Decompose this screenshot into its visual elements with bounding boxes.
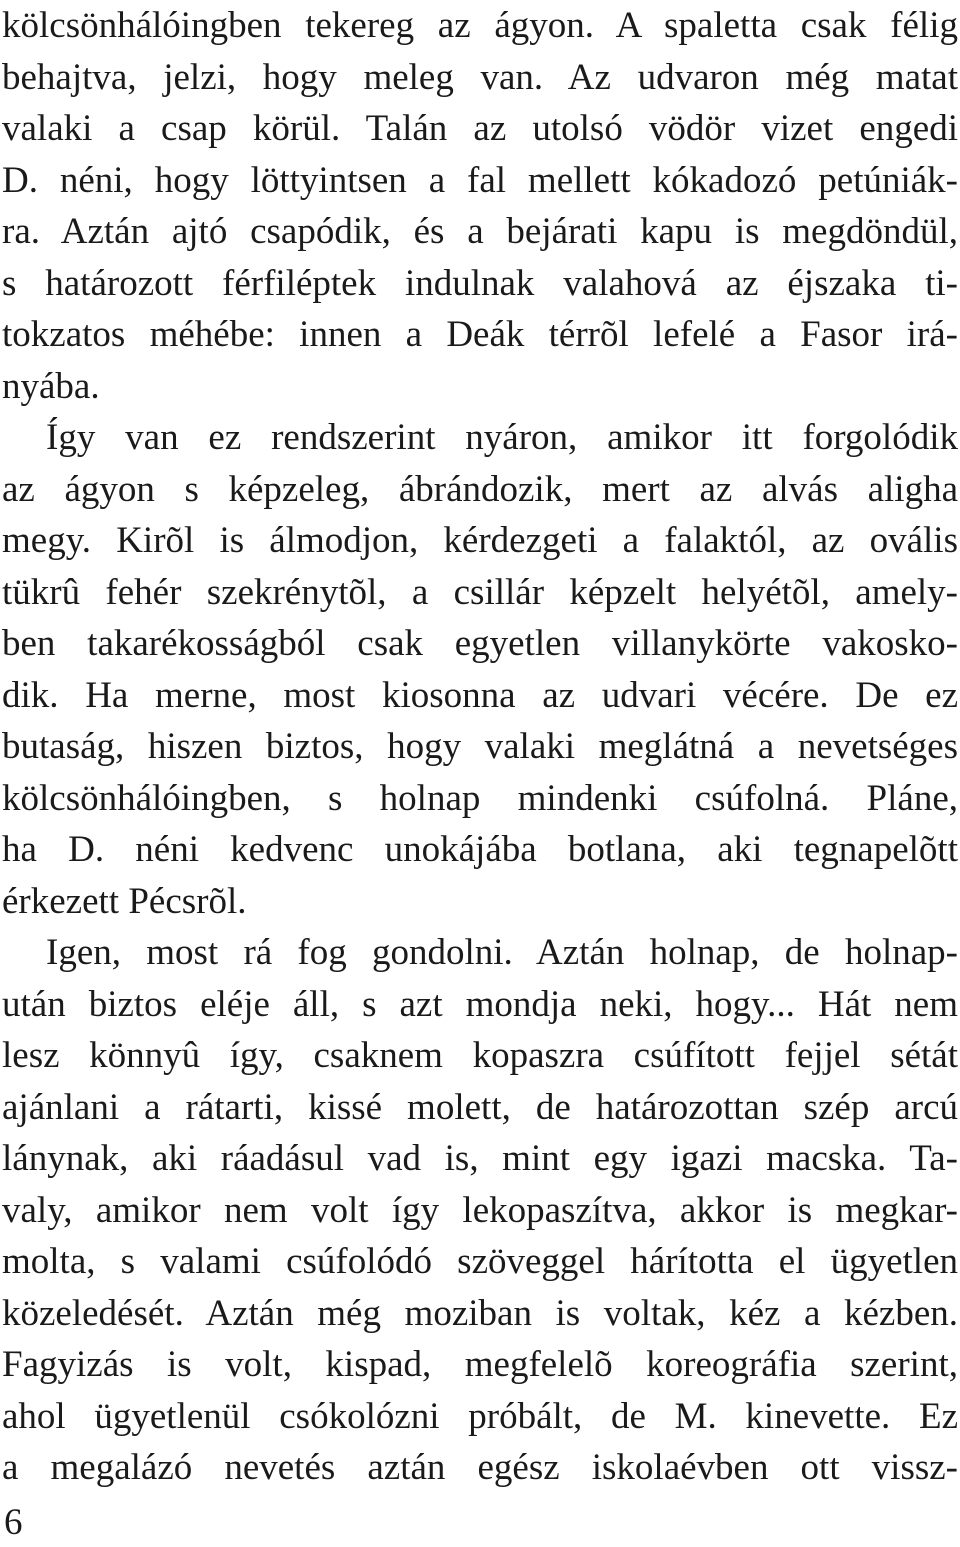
body-text [2,0,958,1494]
text-line: tükrû fehér szekrénytõl, a csillár képzelt helyétõl, amely- [2,571,958,613]
text-line: a megalázó nevetés aztán egész iskolaévben ott vissz- [2,1447,958,1488]
text-line: valaki a csap körül. Talán az utolsó vödör vizet engedi [2,108,958,149]
text-line: közeledését. Aztán még moziban is voltak, kéz a kézben. [2,1292,958,1334]
text-line: Így van ez rendszerint nyáron, amikor itt forgolódik [46,417,958,458]
text-line: ra. Aztán ajtó csapódik, és a bejárati kapu is megdöndül, [2,211,958,252]
text-line: ben takarékosságból csak egyetlen villanykörte vakosko- [2,623,958,664]
page-number: 6 [4,1502,23,1543]
text-line: nyába. [2,365,100,407]
text-line: Fagyizás is volt, kispad, megfelelõ koreográfia szerint, [2,1344,958,1385]
text-line: D. néni, hogy löttyintsen a fal mellett kókadozó petúniák- [2,159,958,201]
text-line: Igen, most rá fog gondolni. Aztán holnap, de holnap- [46,932,958,973]
text-line: lánynak, aki ráadásul vad is, mint egy igazi macska. Ta- [2,1138,958,1179]
text-line: ahol ügyetlenül csókolózni próbált, de M. kinevette. Ez [2,1395,958,1437]
text-line: molta, s valami csúfolódó szöveggel hárította el ügyetlen [2,1241,958,1282]
text-line: után biztos eléje áll, s azt mondja neki, hogy... Hát nem [2,983,958,1025]
text-line: kölcsönhálóingben tekereg az ágyon. A spaletta csak félig [2,5,958,46]
text-line: dik. Ha merne, most kiosonna az udvari vécére. De ez [2,674,958,716]
text-line: s határozott férfiléptek indulnak valahová az éjszaka ti- [2,262,958,304]
text-line: érkezett Pécsrõl. [2,880,247,922]
text-line: butaság, hiszen biztos, hogy valaki meglátná a nevetséges [2,726,958,767]
text-line: megy. Kirõl is álmodjon, kérdezgeti a falaktól, az ovális [2,520,958,561]
text-line: az ágyon s képzeleg, ábrándozik, mert az alvás aligha [2,468,958,510]
text-line: kölcsönhálóingben, s holnap mindenki csúfolná. Pláne, [2,777,958,819]
text-line: ajánlani a rátarti, kissé molett, de határozottan szép arcú [2,1086,958,1128]
text-line: tokzatos méhébe: innen a Deák térrõl lefelé a Fasor irá- [2,314,958,355]
text-line: valy, amikor nem volt így lekopaszítva, akkor is megkar- [2,1189,958,1231]
text-line: behajtva, jelzi, hogy meleg van. Az udvaron még matat [2,56,958,98]
text-line: ha D. néni kedvenc unokájába botlana, aki tegnapelõtt [2,829,958,870]
text-line: lesz könnyû így, csaknem kopaszra csúfított fejjel sétát [2,1035,958,1076]
